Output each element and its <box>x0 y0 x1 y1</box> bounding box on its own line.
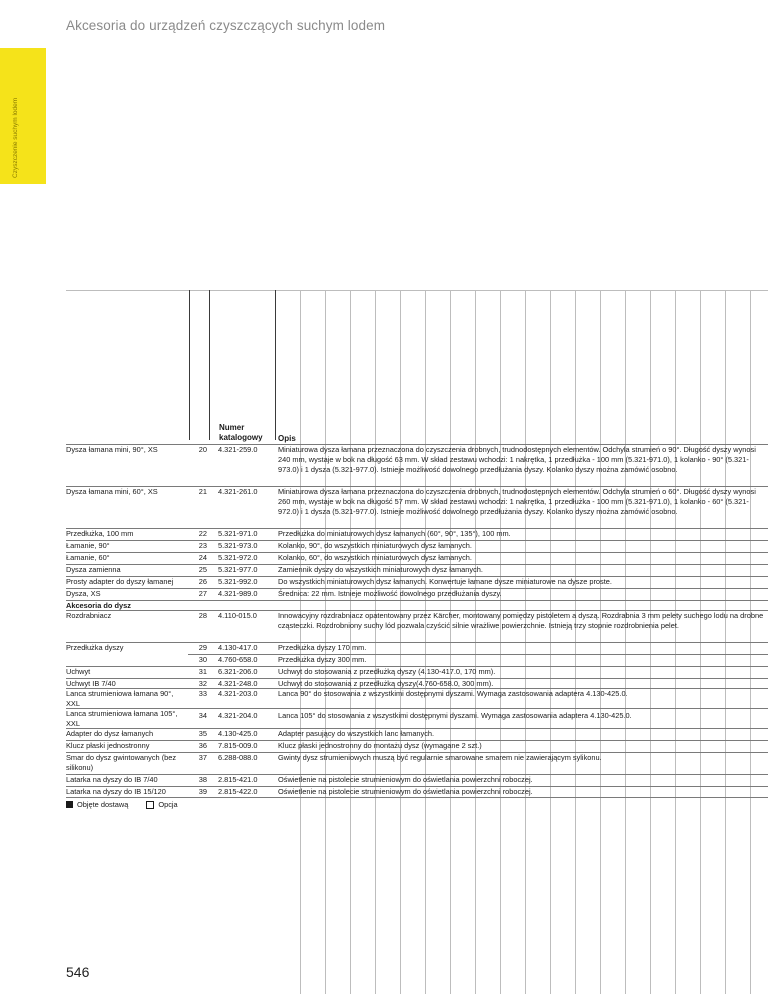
row-code: 4.321-248.0 <box>218 679 258 688</box>
row-index: 20 <box>198 445 207 454</box>
column-header-desc: Opis <box>278 434 296 443</box>
table-row <box>66 540 768 552</box>
table-row <box>66 752 768 774</box>
row-desc: Oświetlenie na pistolecie strumieniowym do oświetlania powierzchni roboczej. <box>278 787 533 796</box>
row-code: 5.321-973.0 <box>218 541 258 550</box>
table-row <box>66 666 768 678</box>
row-code: 5.321-977.0 <box>218 565 258 574</box>
row-code: 4.130-425.0 <box>218 729 258 738</box>
row-desc: Klucz płaski jednostronny do montażu dysz (wymagane 2 szt.) <box>278 741 482 750</box>
row-code: 2.815-422.0 <box>218 787 258 796</box>
row-code: 2.815-421.0 <box>218 775 258 784</box>
row-desc: Do wszystkich miniaturowych dysz łamanych. Konwertuje łamane dysze miniaturowe na dysze proste. <box>278 577 612 586</box>
row-desc: Przedłużka do miniaturowych dysz łamanych (60°, 90°, 135°), 100 mm. <box>278 529 511 538</box>
table-row <box>66 576 768 588</box>
row-desc: Miniaturowa dysza łamana przeznaczona do czyszczenia drobnych, trudnodostępnych elementów. Odchyla strumień o 60°. Długość dyszy wynosi 260 mm, wystaje w bok na długość 57 mm. W skład zestawu wchodzi: 1 nakrętka, 1 przedłużka - 100 mm (5.321-971.0), 1 kolanko - 60° (5.321-972.0) i 1 dysza (5.321-977.0). Istnieje możliwość dowolnego przedłużania dyszy. Kolanko dyszy można zamówić osobno. <box>278 487 756 516</box>
row-code: 4.760-658.0 <box>218 655 258 664</box>
table-row <box>66 728 768 740</box>
page-header-title: Akcesoria do urządzeń czyszczących suchym lodem <box>66 18 386 33</box>
row-code: 5.321-992.0 <box>218 577 258 586</box>
grid-line <box>275 290 276 440</box>
row-code: 7.815-009.0 <box>218 741 258 750</box>
option-square-icon <box>146 801 154 809</box>
row-desc: Oświetlenie na pistolecie strumieniowym do oświetlania powierzchni roboczej. <box>278 775 533 784</box>
table-row <box>66 486 768 528</box>
row-index: 34 <box>198 711 207 720</box>
row-name: Adapter do dysz łamanych <box>66 729 154 738</box>
row-index: 25 <box>198 565 207 574</box>
row-name: Prosty adapter do dyszy łamanej <box>66 577 174 586</box>
section-title: Akcesoria do dysz <box>66 601 131 610</box>
row-name: Klucz płaski jednostronny <box>66 741 150 750</box>
table-row <box>66 774 768 786</box>
row-index: 39 <box>198 787 207 796</box>
row-name: Dysza, XS <box>66 589 101 598</box>
row-desc: Zamiennik dyszy do wszystkich miniaturowych dysz łamanych. <box>278 565 483 574</box>
column-header-number: Numer katalogowy <box>219 423 263 442</box>
table-row <box>66 610 768 642</box>
row-desc: Uchwyt do stosowania z przedłużką dyszy (4.130-417.0, 170 mm). <box>278 667 496 676</box>
row-index: 32 <box>198 679 207 688</box>
table-row <box>66 528 768 540</box>
table-row <box>66 708 768 728</box>
row-code: 6.321-206.0 <box>218 667 258 676</box>
row-index: 38 <box>198 775 207 784</box>
table-top-rule <box>66 290 768 291</box>
row-index: 35 <box>198 729 207 738</box>
row-code: 4.321-259.0 <box>218 445 258 454</box>
row-index: 28 <box>198 611 207 620</box>
row-desc: Średnica: 22 mm. Istnieje możliwość dowolnego przedłużania dyszy. <box>278 589 502 598</box>
row-name: Rozdrabniacz <box>66 611 112 620</box>
row-index: 26 <box>198 577 207 586</box>
side-tab <box>0 48 46 184</box>
table-row <box>66 564 768 576</box>
row-code: 4.321-204.0 <box>218 711 258 720</box>
row-index: 33 <box>198 689 207 698</box>
table-row <box>66 444 768 486</box>
legend-included-label: Objęte dostawą <box>77 800 129 809</box>
row-desc: Uchwyt do stosowania z przedłużką dyszy(4.760-658.0, 300 mm). <box>278 679 494 688</box>
row-index: 21 <box>198 487 207 496</box>
table-row <box>66 642 768 654</box>
row-code: 4.130-417.0 <box>218 643 258 652</box>
row-name: Lanca strumieniowa łamana 90°, XXL <box>66 689 174 708</box>
side-tab-label: Czyszczenie suchym lodem <box>12 97 19 178</box>
row-index: 27 <box>198 589 207 598</box>
legend <box>66 800 178 809</box>
table-row <box>66 786 768 798</box>
row-index: 37 <box>198 753 207 762</box>
grid-line <box>209 290 210 440</box>
row-desc: Lanca 90° do stosowania z wszystkimi dostępnymi dyszami. Wymaga zastosowania adaptera 4.130-425.0. <box>278 689 628 698</box>
row-desc: Lanca 105° do stosowania z wszystkimi dostępnymi dyszami. Wymaga zastosowania adaptera 4.130-425.0. <box>278 711 632 720</box>
row-desc: Adapter pasujący do wszystkich lanc łamanych. <box>278 729 435 738</box>
row-name: Łamanie, 60° <box>66 553 110 562</box>
table-row <box>66 654 768 666</box>
page-number: 546 <box>66 964 90 980</box>
row-name: Latarka na dyszy do IB 7/40 <box>66 775 158 784</box>
row-index: 31 <box>198 667 207 676</box>
row-code: 4.321-261.0 <box>218 487 258 496</box>
row-code: 5.321-972.0 <box>218 553 258 562</box>
grid-line <box>189 290 190 440</box>
row-desc: Gwinty dysz strumieniowych muszą być regularnie smarowane smarem nie zawierającym sylikonu. <box>278 753 602 762</box>
row-desc: Przedłużka dyszy 300 mm. <box>278 655 367 664</box>
row-name: Uchwyt IB 7/40 <box>66 679 116 688</box>
included-square-icon <box>66 801 73 808</box>
row-code: 4.321-203.0 <box>218 689 258 698</box>
row-name: Dysza łamana mini, 60°, XS <box>66 487 158 496</box>
table-row <box>66 552 768 564</box>
row-name: Latarka na dyszy do IB 15/120 <box>66 787 166 796</box>
row-desc: Innowacyjny rozdrabniacz opatentowany przez Kärcher, montowany pomiędzy pistoletem a dyszą. Rozdrabnia 3 mm pelety suchego lodu na drobne cząsteczki. Rozdrobniony suchy lód pozwala czyścić silnie wrażliwe powierzchnie. Istnieją trzy stopnie rozdrobnienia pelet. <box>278 611 764 630</box>
row-name: Przedłużka, 100 mm <box>66 529 134 538</box>
row-code: 5.321-971.0 <box>218 529 258 538</box>
row-desc: Kolanko, 60°, do wszystkich miniaturowych dysz łamanych. <box>278 553 472 562</box>
table-row <box>66 688 768 708</box>
legend-option-label: Opcja <box>158 800 178 809</box>
row-name: Uchwyt <box>66 667 91 676</box>
row-index: 36 <box>198 741 207 750</box>
row-code: 4.321-989.0 <box>218 589 258 598</box>
row-code: 6.288-088.0 <box>218 753 258 762</box>
row-name: Łamanie, 90° <box>66 541 110 550</box>
row-index: 30 <box>198 655 207 664</box>
row-desc: Przedłużka dyszy 170 mm. <box>278 643 367 652</box>
row-desc: Kolanko, 90°, do wszystkich miniaturowych dysz łamanych. <box>278 541 472 550</box>
row-code: 4.110-015.0 <box>218 611 257 620</box>
row-index: 23 <box>198 541 207 550</box>
table-row <box>66 588 768 600</box>
row-name: Przedłużka dyszy <box>66 643 124 652</box>
row-name: Lanca strumieniowa łamana 105°, XXL <box>66 709 178 728</box>
row-name: Smar do dysz gwintowanych (bez silikonu) <box>66 753 177 772</box>
row-index: 22 <box>198 529 207 538</box>
row-index: 24 <box>198 553 207 562</box>
row-name: Dysza zamienna <box>66 565 121 574</box>
row-index: 29 <box>198 643 207 652</box>
row-desc: Miniaturowa dysza łamana przeznaczona do czyszczenia drobnych, trudnodostępnych elementów. Odchyla strumień o 90°. Długość dyszy wynosi 240 mm, wystaje w bok na długość 63 mm. W skład zestawu wchodzi: 1 nakrętka, 1 przedłużka - 100 mm (5.321-971.0), 1 kolanko - 90° (5.321-973.0) i 1 dysza (5.321-977.0). Istnieje możliwość dowolnego przedłużania dyszy. Kolanko dyszy można zamówić osobno. <box>278 445 756 474</box>
row-name: Dysza łamana mini, 90°, XS <box>66 445 158 454</box>
table-row <box>66 740 768 752</box>
